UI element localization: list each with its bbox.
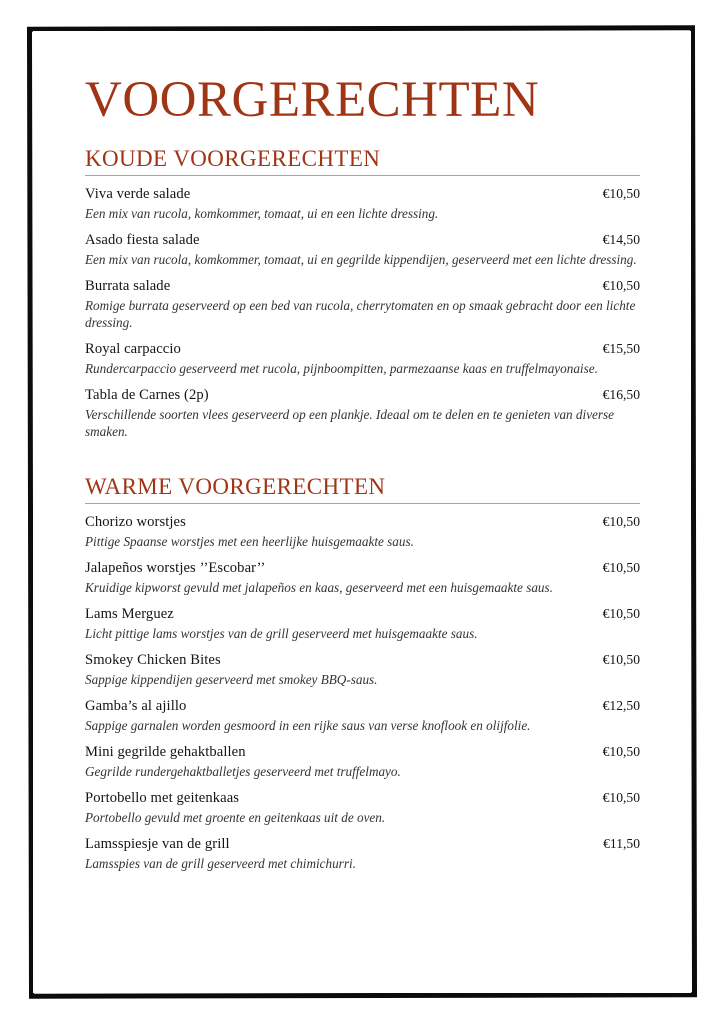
menu-item: [85, 510, 640, 554]
menu-item: [85, 556, 640, 600]
menu-item: [85, 694, 640, 738]
menu-item-price: €15,50: [602, 341, 640, 356]
menu-item-row: [85, 274, 640, 296]
menu-item: [85, 740, 640, 784]
menu-item-price: €10,50: [602, 790, 640, 805]
menu-item-name: Tabla de Carnes (2p): [85, 387, 209, 403]
menu-item: [85, 274, 640, 335]
menu-item-description: Een mix van rucola, komkommer, tomaat, ui en gegrilde kippendijen, geserveerd met een lichte dressing.: [85, 252, 637, 267]
menu-item-price: €10,50: [602, 186, 640, 201]
menu-item-description: Lamsspies van de grill geserveerd met chimichurri.: [85, 856, 356, 871]
menu-item-row: [85, 337, 640, 359]
menu-item-row: [85, 556, 640, 578]
menu-item: [85, 228, 640, 272]
section-divider: [85, 503, 640, 504]
menu-item-row: [85, 182, 640, 204]
menu-item-name: Viva verde salade: [85, 186, 191, 202]
menu-item-name: Jalapeños worstjes ’’Escobar’’: [85, 560, 266, 576]
menu-item: [85, 786, 640, 830]
menu-item-description: Een mix van rucola, komkommer, tomaat, ui en een lichte dressing.: [85, 206, 439, 221]
menu-section-warme-voorgerechten: [85, 474, 640, 876]
menu-item-price: €12,50: [602, 698, 640, 713]
menu-item: [85, 602, 640, 646]
menu-item-price: €10,50: [602, 744, 640, 759]
page-title: VOORGERECHTEN: [85, 72, 540, 128]
menu-item: [85, 337, 640, 381]
menu-item-price: €14,50: [602, 232, 640, 247]
section-title: KOUDE VOORGERECHTEN: [85, 146, 381, 171]
menu-item-description: Romige burrata geserveerd op een bed van rucola, cherrytomaten en op smaak gebracht door een lichte dressing.: [85, 298, 636, 330]
menu-item-row: [85, 228, 640, 250]
menu-item: [85, 182, 640, 226]
menu-section-koude-voorgerechten: [85, 146, 640, 444]
menu-item-name: Lams Merguez: [85, 606, 174, 622]
menu-item-price: €10,50: [602, 560, 640, 575]
menu-item-row: [85, 786, 640, 808]
menu-item-description: Gegrilde rundergehaktballetjes geserveerd met truffelmayo.: [85, 764, 401, 779]
menu-item-row: [85, 740, 640, 762]
menu-item-price: €11,50: [603, 836, 640, 851]
section-title: WARME VOORGERECHTEN: [85, 474, 386, 499]
menu-item-description: Sappige garnalen worden gesmoord in een rijke saus van verse knoflook en olijfolie.: [85, 718, 531, 733]
menu-item-description: Sappige kippendijen geserveerd met smokey BBQ-saus.: [85, 672, 378, 687]
menu-item-name: Lamsspiesje van de grill: [85, 836, 230, 852]
menu-item: [85, 648, 640, 692]
menu-item-price: €16,50: [602, 387, 640, 402]
menu-item-price: €10,50: [602, 278, 640, 293]
menu-item-description: Verschillende soorten vlees geserveerd op een plankje. Ideaal om te delen en te genieten van diverse smaken.: [85, 407, 615, 439]
menu-item-description: Rundercarpaccio geserveerd met rucola, pijnboompitten, parmezaanse kaas en truffelmayonaise.: [85, 361, 598, 376]
menu-item-name: Smokey Chicken Bites: [85, 652, 221, 668]
menu-item-price: €10,50: [602, 514, 640, 529]
menu-item-name: Chorizo worstjes: [85, 514, 186, 530]
menu-item-price: €10,50: [602, 606, 640, 621]
menu-item-name: Portobello met geitenkaas: [85, 790, 240, 806]
menu-item-row: [85, 602, 640, 624]
menu-item: [85, 832, 640, 876]
menu-item-row: [85, 648, 640, 670]
menu-item-row: [85, 694, 640, 716]
menu-item-price: €10,50: [602, 652, 640, 667]
menu-item-name: Gamba’s al ajillo: [85, 698, 187, 714]
menu-item-description: Kruidige kipworst gevuld met jalapeños en kaas, geserveerd met een huisgemaakte saus.: [85, 580, 553, 595]
menu-item-description: Portobello gevuld met groente en geitenkaas uit de oven.: [85, 810, 386, 825]
menu-item: [85, 383, 640, 444]
menu-content: [85, 72, 640, 878]
menu-item-row: [85, 383, 640, 405]
menu-item-name: Mini gegrilde gehaktballen: [85, 744, 246, 760]
menu-item-row: [85, 832, 640, 854]
menu-item-name: Burrata salade: [85, 278, 171, 294]
menu-item-description: Licht pittige lams worstjes van de grill geserveerd met huisgemaakte saus.: [85, 626, 478, 641]
menu-item-description: Pittige Spaanse worstjes met een heerlijke huisgemaakte saus.: [85, 534, 414, 549]
section-divider: [85, 175, 640, 176]
menu-item-name: Asado fiesta salade: [85, 232, 200, 248]
menu-item-name: Royal carpaccio: [85, 341, 181, 357]
menu-item-row: [85, 510, 640, 532]
